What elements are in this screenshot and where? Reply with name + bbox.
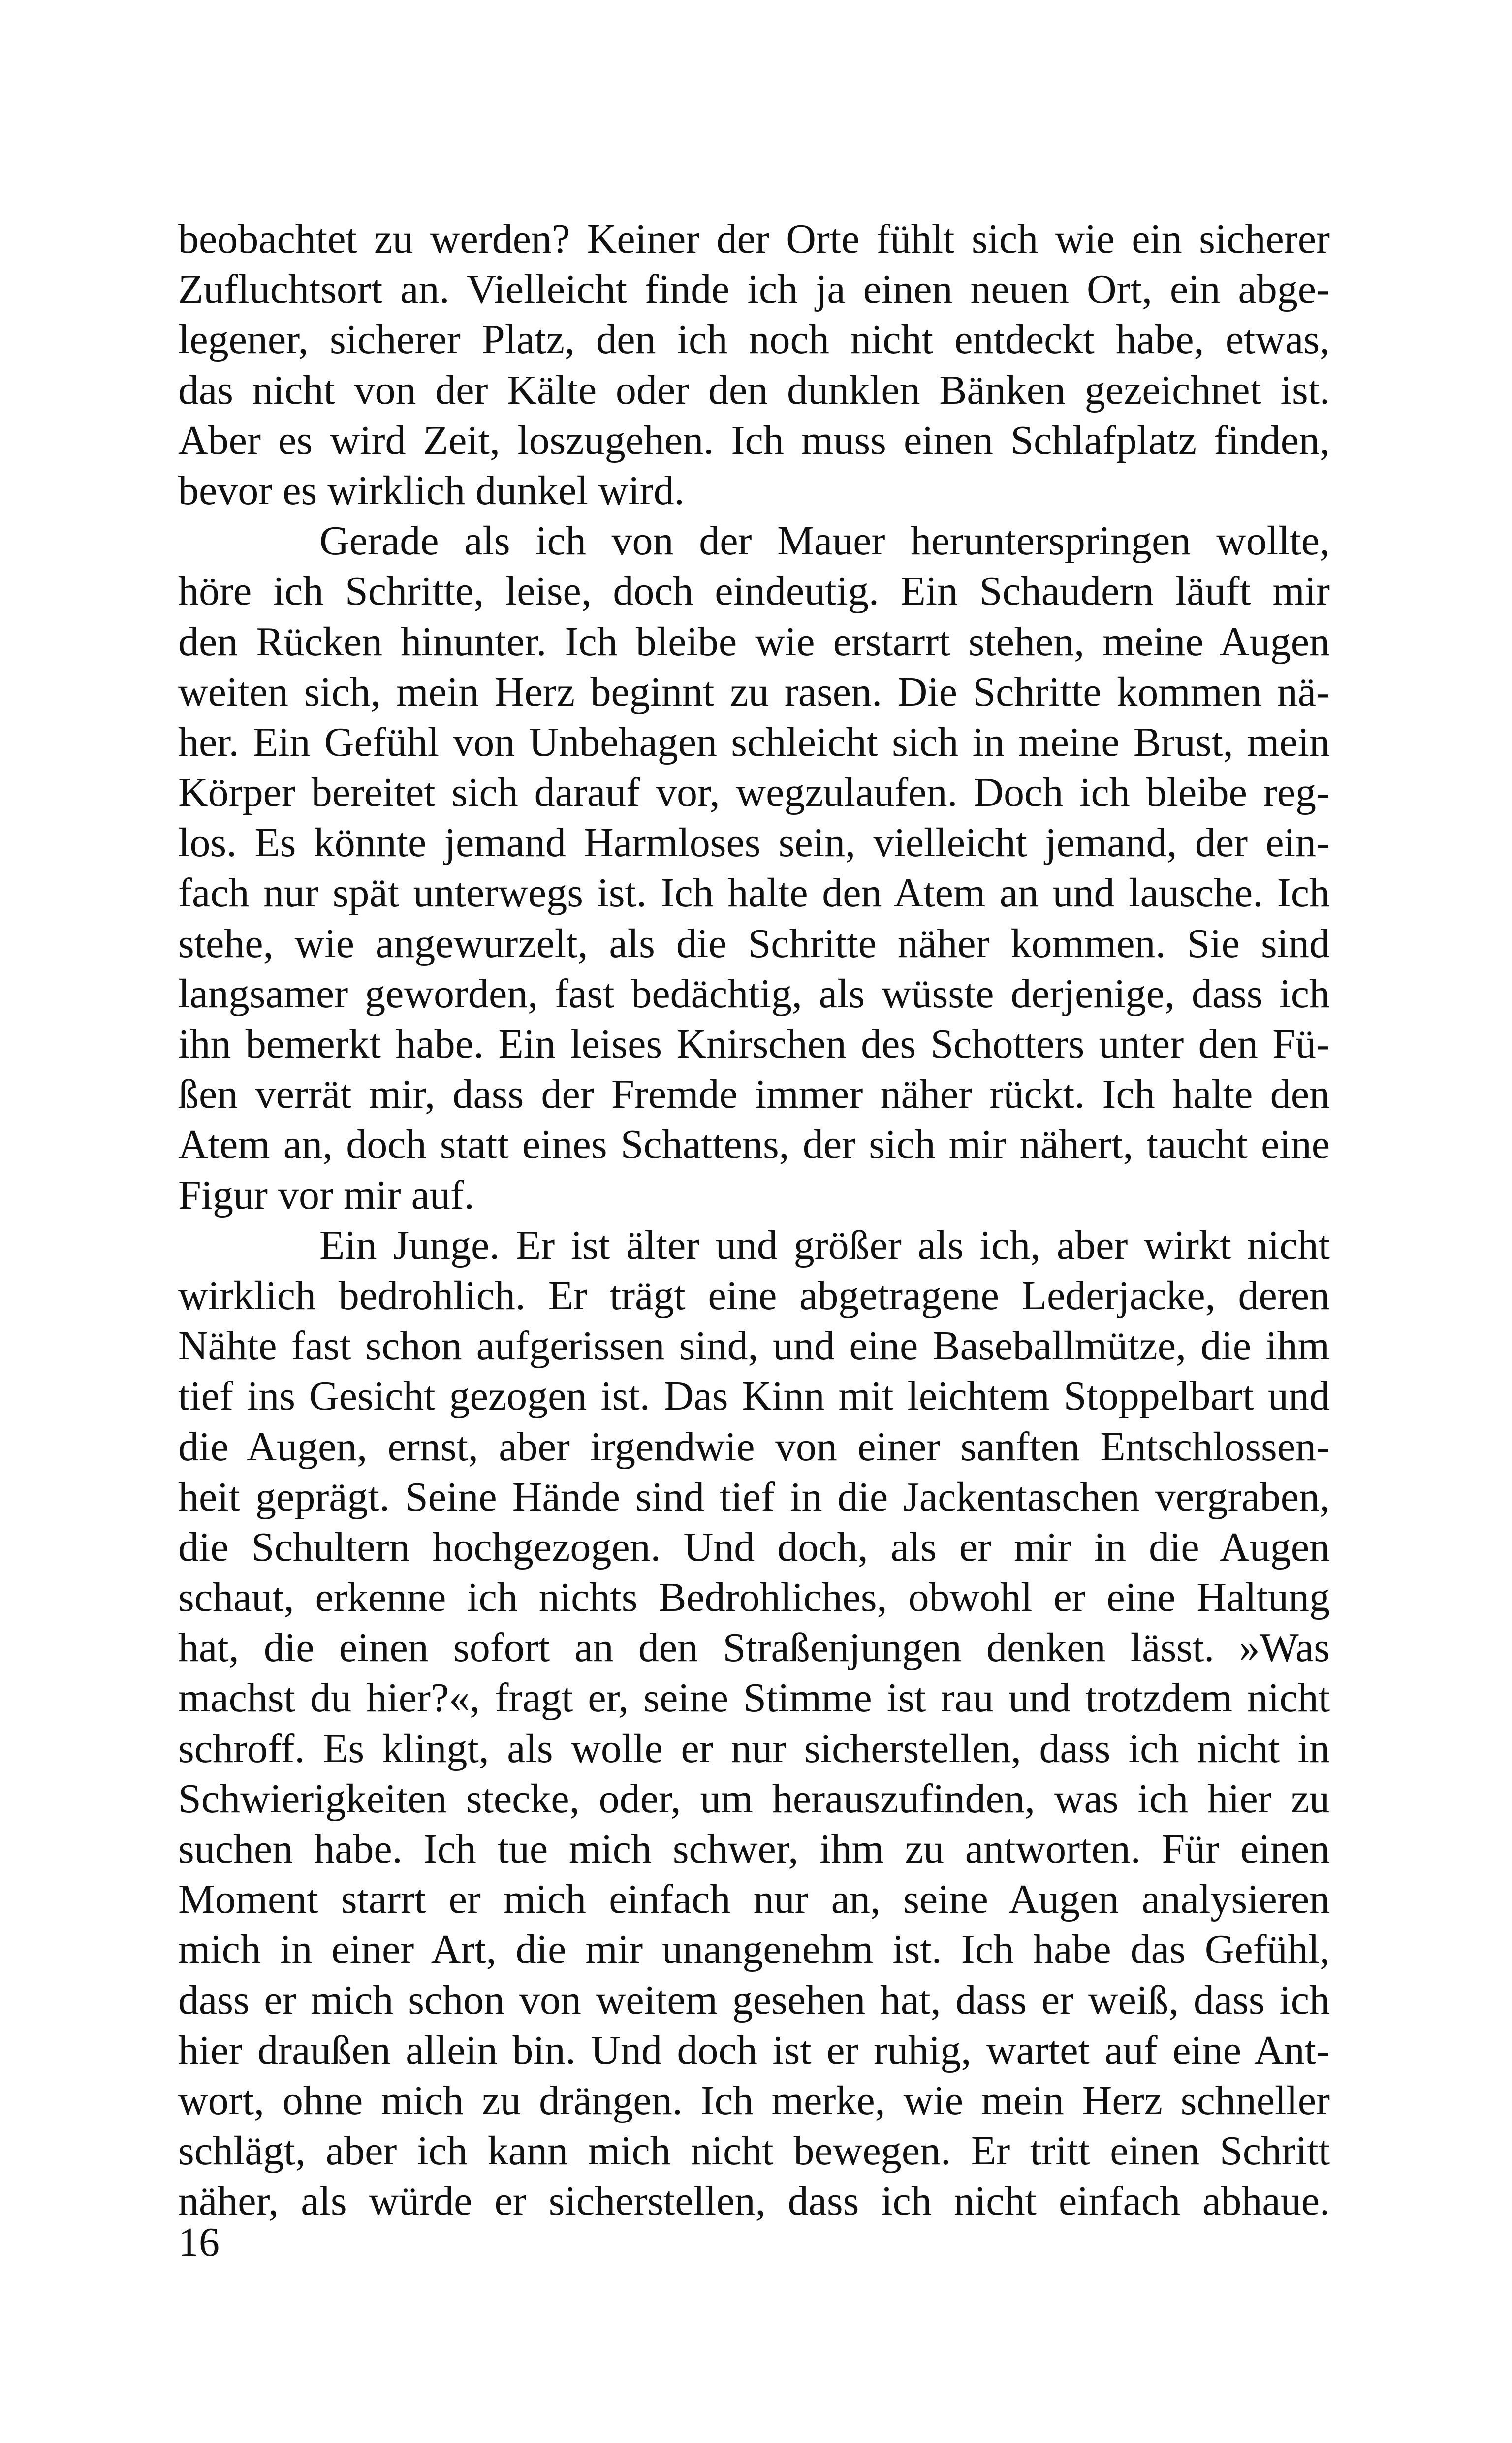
text-line: hier draußen allein bin. Und doch ist er ruhig, wartet auf eine Ant-	[178, 2027, 1330, 2073]
text-line: Atem an, doch statt eines Schattens, der sich mir nähert, taucht eine	[178, 1122, 1330, 1168]
text-line: weiten sich, mein Herz beginnt zu rasen. Die Schritte kommen nä-	[178, 669, 1330, 715]
text-line: wirklich bedrohlich. Er trägt eine abgetragene Lederjacke, deren	[178, 1272, 1330, 1318]
text-line: bevor es wirklich dunkel wird.	[178, 467, 685, 514]
text-line: machst du hier?«, fragt er, seine Stimme ist rau und trotzdem nicht	[178, 1675, 1330, 1721]
paragraph-start-line: Gerade als ich von der Mauer herunterspringen wollte,	[319, 518, 1330, 564]
text-line: wort, ohne mich zu drängen. Ich merke, wie mein Herz schneller	[178, 2077, 1330, 2123]
text-line: heit geprägt. Seine Hände sind tief in die Jackentaschen vergraben,	[178, 1474, 1330, 1520]
text-line: fach nur spät unterwegs ist. Ich halte den Atem an und lausche. Ich	[178, 870, 1330, 916]
text-line: ihn bemerkt habe. Ein leises Knirschen des Schotters unter den Fü-	[178, 1021, 1330, 1067]
text-line: Aber es wird Zeit, loszugehen. Ich muss einen Schlafplatz finden,	[178, 417, 1330, 463]
text-line: die Augen, ernst, aber irgendwie von einer sanften Entschlossen-	[178, 1423, 1330, 1470]
text-line: stehe, wie angewurzelt, als die Schritte näher kommen. Sie sind	[178, 920, 1330, 966]
text-line: höre ich Schritte, leise, doch eindeutig. Ein Schaudern läuft mir	[178, 568, 1330, 614]
body-text	[178, 214, 1330, 2227]
text-line: dass er mich schon von weitem gesehen hat, dass er weiß, dass ich	[178, 1977, 1330, 2023]
text-line: Figur vor mir auf.	[178, 1172, 474, 1218]
text-line: langsamer geworden, fast bedächtig, als wüsste derjenige, dass ich	[178, 970, 1330, 1017]
text-line: Schwierigkeiten stecke, oder, um herauszufinden, was ich hier zu	[178, 1775, 1330, 1822]
text-line: das nicht von der Kälte oder den dunklen Bänken gezeichnet ist.	[178, 367, 1330, 413]
text-line: Nähte fast schon aufgerissen sind, und eine Baseballmütze, die ihm	[178, 1323, 1330, 1369]
text-line: Moment starrt er mich einfach nur an, seine Augen analysieren	[178, 1876, 1330, 1923]
text-line: los. Es könnte jemand Harmloses sein, vielleicht jemand, der ein-	[178, 820, 1330, 866]
text-line: mich in einer Art, die mir unangenehm ist. Ich habe das Gefühl,	[178, 1927, 1330, 1973]
text-line: die Schultern hochgezogen. Und doch, als er mir in die Augen	[178, 1524, 1330, 1570]
text-line: her. Ein Gefühl von Unbehagen schleicht sich in meine Brust, mein	[178, 719, 1330, 765]
text-line: den Rücken hinunter. Ich bleibe wie erstarrt stehen, meine Augen	[178, 618, 1330, 665]
text-line: schroff. Es klingt, als wolle er nur sicherstellen, dass ich nicht in	[178, 1725, 1330, 1771]
text-line: schaut, erkenne ich nichts Bedrohliches, obwohl er eine Haltung	[178, 1575, 1330, 1621]
text-line: näher, als würde er sicherstellen, dass ich nicht einfach abhaue.	[178, 2178, 1330, 2224]
text-line: tief ins Gesicht gezogen ist. Das Kinn mit leichtem Stoppelbart und	[178, 1373, 1330, 1419]
paragraph-start-line: Ein Junge. Er ist älter und größer als ich, aber wirkt nicht	[319, 1222, 1330, 1268]
text-line: Körper bereitet sich darauf vor, wegzulaufen. Doch ich bleibe reg-	[178, 770, 1330, 816]
text-line: schlägt, aber ich kann mich nicht bewegen. Er tritt einen Schritt	[178, 2128, 1330, 2174]
text-line: beobachtet zu werden? Keiner der Orte fühlt sich wie ein sicherer	[178, 216, 1330, 262]
text-line: ßen verrät mir, dass der Fremde immer näher rückt. Ich halte den	[178, 1071, 1330, 1118]
text-line: legener, sicherer Platz, den ich noch nicht entdeckt habe, etwas,	[178, 317, 1330, 363]
text-line: suchen habe. Ich tue mich schwer, ihm zu antworten. Für einen	[178, 1826, 1330, 1872]
page-number: 16	[178, 2219, 220, 2265]
text-line: Zufluchtsort an. Vielleicht finde ich ja einen neuen Ort, ein abge-	[178, 266, 1330, 313]
text-line: hat, die einen sofort an den Straßenjungen denken lässt. »Was	[178, 1625, 1330, 1671]
